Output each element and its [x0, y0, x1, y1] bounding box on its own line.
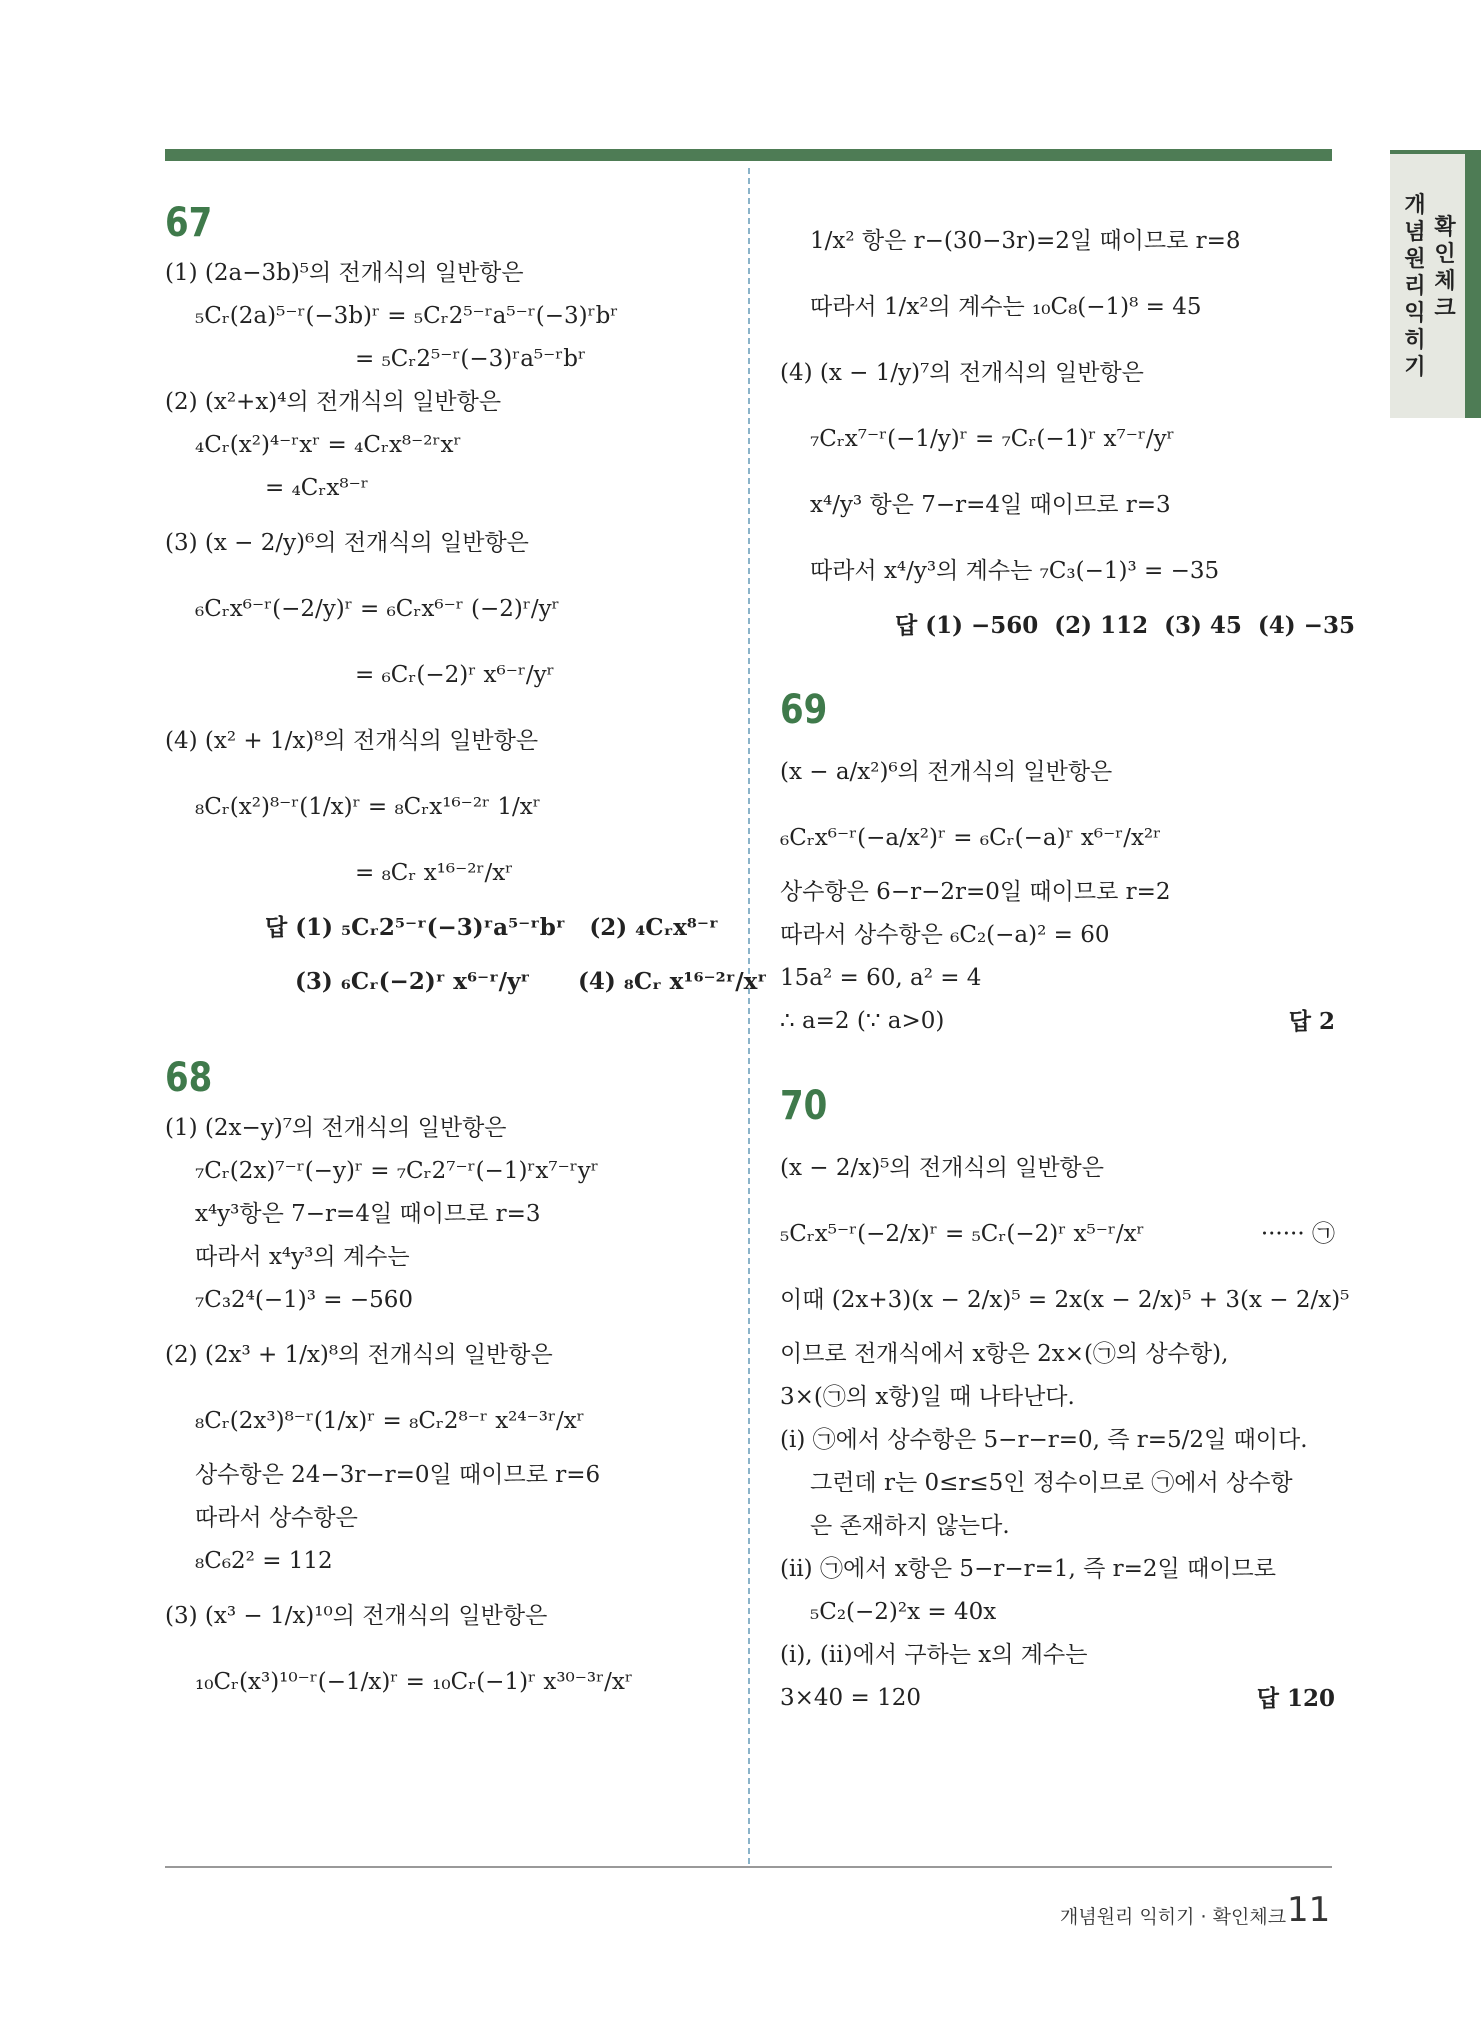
- solution-line: 이때 (2x+3)(x − 2/x)⁵ = 2x(x − 2/x)⁵ + 3(x − 2/x)⁵: [780, 1287, 1350, 1313]
- solution-line: 은 존재하지 않는다.: [810, 1513, 1010, 1539]
- problem-number: 70: [780, 1083, 828, 1129]
- solution-line: = ₄Cᵣx⁸⁻ʳ: [265, 475, 369, 501]
- footer-label: 개념원리 익히기 · 확인체크: [1060, 1906, 1287, 1928]
- solution-line: ₁₀Cᵣ(x³)¹⁰⁻ʳ(−1/x)ʳ = ₁₀Cᵣ(−1)ʳ x³⁰⁻³ʳ/xʳ: [195, 1669, 633, 1695]
- solution-line: 그런데 r는 0≤r≤5인 정수이므로 ㉠에서 상수항: [810, 1470, 1293, 1496]
- right-column: [780, 208, 1355, 1720]
- problem-number: 69: [780, 687, 828, 733]
- solution-line: (4) (x² + 1/x)⁸의 전개식의 일반항은: [165, 728, 539, 754]
- solution-line: ₆Cᵣx⁶⁻ʳ(−2/y)ʳ = ₆Cᵣx⁶⁻ʳ (−2)ʳ/yʳ: [195, 596, 560, 622]
- solution-line: 상수항은 24−3r−r=0일 때이므로 r=6: [195, 1462, 601, 1488]
- solution-line: ∴ a=2 (∵ a>0): [780, 1008, 945, 1034]
- solution-line: 상수항은 6−r−2r=0일 때이므로 r=2: [780, 879, 1171, 905]
- side-tab-line1: 개념원리 익히기: [1404, 193, 1426, 380]
- solution-line: 따라서 상수항은 ₆C₂(−a)² = 60: [780, 922, 1110, 948]
- solution-line: (x − a/x²)⁶의 전개식의 일반항은: [780, 759, 1113, 785]
- solution-line: (x − 2/x)⁵의 전개식의 일반항은: [780, 1155, 1104, 1181]
- solution-line: = ₆Cᵣ(−2)ʳ x⁶⁻ʳ/yʳ: [355, 662, 555, 688]
- side-tab: [1390, 150, 1481, 418]
- solution-line: 따라서 x⁴y³의 계수는: [195, 1244, 410, 1270]
- solution-line: = ₈Cᵣ x¹⁶⁻²ʳ/xʳ: [355, 860, 514, 886]
- answer-line: (3) ₆Cᵣ(−2)ʳ x⁶⁻ʳ/yʳ (4) ₈Cᵣ x¹⁶⁻²ʳ/xʳ: [295, 968, 767, 995]
- solution-line: ₇Cᵣx⁷⁻ʳ(−1/y)ʳ = ₇Cᵣ(−1)ʳ x⁷⁻ʳ/yʳ: [810, 426, 1175, 452]
- solution-line: (i), (ii)에서 구하는 x의 계수는: [780, 1642, 1088, 1668]
- answer-line: 답 (1) −560 (2) 112 (3) 45 (4) −35: [895, 612, 1355, 639]
- top-rule: [165, 149, 1332, 161]
- solution-line: (1) (2a−3b)⁵의 전개식의 일반항은: [165, 260, 524, 286]
- solution-line: (i) ㉠에서 상수항은 5−r−r=0, 즉 r=5/2일 때이다.: [780, 1427, 1308, 1453]
- answer-label: 답 2: [1288, 1008, 1335, 1035]
- solution-line: 이므로 전개식에서 x항은 2x×(㉠의 상수항),: [780, 1341, 1229, 1367]
- solution-line: ₄Cᵣ(x²)⁴⁻ʳxʳ = ₄Cᵣx⁸⁻²ʳxʳ: [195, 432, 462, 458]
- solution-line: ₅C₂(−2)²x = 40x: [810, 1599, 997, 1625]
- spacer: [780, 647, 1335, 687]
- solution-line: x⁴/y³ 항은 7−r=4일 때이므로 r=3: [810, 492, 1171, 518]
- solution-line: ₈Cᵣ(x²)⁸⁻ʳ(1/x)ʳ = ₈Cᵣx¹⁶⁻²ʳ 1/xʳ: [195, 794, 541, 820]
- left-column: [165, 200, 767, 1715]
- problem-number: 68: [165, 1055, 213, 1101]
- solution-line: ₅Cᵣ(2a)⁵⁻ʳ(−3b)ʳ = ₅Cᵣ2⁵⁻ʳa⁵⁻ʳ(−3)ʳbʳ: [195, 303, 619, 329]
- side-tab-stripe: [1465, 154, 1481, 418]
- solution-line: 3×(㉠의 x항)일 때 나타난다.: [780, 1384, 1075, 1410]
- solution-line: ₆Cᵣx⁶⁻ʳ(−a/x²)ʳ = ₆Cᵣ(−a)ʳ x⁶⁻ʳ/x²ʳ: [780, 825, 1162, 851]
- solution-last-line: [780, 1000, 1335, 1043]
- solution-line: = ₅Cᵣ2⁵⁻ʳ(−3)ʳa⁵⁻ʳbʳ: [355, 346, 586, 372]
- page-number: 11: [1287, 1890, 1331, 1930]
- solution-line: (2) (2x³ + 1/x)⁸의 전개식의 일반항은: [165, 1342, 553, 1368]
- solution-line: 따라서 상수항은: [195, 1505, 358, 1531]
- answer-line: 답 (1) ₅Cᵣ2⁵⁻ʳ(−3)ʳa⁵⁻ʳbʳ (2) ₄Cᵣx⁸⁻ʳ: [265, 914, 719, 941]
- solution-line: 따라서 x⁴/y³의 계수는 ₇C₃(−1)³ = −35: [810, 558, 1220, 584]
- solution-last-line: [780, 1677, 1335, 1720]
- solution-line: ₇C₃2⁴(−1)³ = −560: [195, 1287, 414, 1313]
- answer-label: 답 120: [1256, 1685, 1335, 1712]
- solution-line: ₇Cᵣ(2x)⁷⁻ʳ(−y)ʳ = ₇Cᵣ2⁷⁻ʳ(−1)ʳx⁷⁻ʳyʳ: [195, 1158, 599, 1184]
- solution-line: x⁴y³항은 7−r=4일 때이므로 r=3: [195, 1201, 541, 1227]
- solution-line: (3) (x³ − 1/x)¹⁰의 전개식의 일반항은: [165, 1603, 548, 1629]
- solution-line: 15a² = 60, a² = 4: [780, 965, 982, 991]
- solution-line: ₅Cᵣx⁵⁻ʳ(−2/x)ʳ = ₅Cᵣ(−2)ʳ x⁵⁻ʳ/xʳ: [780, 1221, 1145, 1247]
- formula-row: [780, 1201, 1335, 1267]
- footer-rule: [165, 1866, 1332, 1868]
- solution-line: (3) (x − 2/y)⁶의 전개식의 일반항은: [165, 530, 529, 556]
- solution-line: ₈Cᵣ(2x³)⁸⁻ʳ(1/x)ʳ = ₈Cᵣ2⁸⁻ʳ x²⁴⁻³ʳ/xʳ: [195, 1408, 585, 1434]
- solution-line: (ii) ㉠에서 x항은 5−r−r=1, 즉 r=2일 때이므로: [780, 1556, 1276, 1582]
- spacer: [780, 1043, 1335, 1083]
- solution-line: (4) (x − 1/y)⁷의 전개식의 일반항은: [780, 360, 1144, 386]
- solution-line: 3×40 = 120: [780, 1685, 921, 1711]
- solution-line: ₈C₆2² = 112: [195, 1548, 333, 1574]
- solution-line: 따라서 1/x²의 계수는 ₁₀C₈(−1)⁸ = 45: [810, 294, 1202, 320]
- spacer: [165, 1015, 735, 1055]
- solution-line: (1) (2x−y)⁷의 전개식의 일반항은: [165, 1115, 507, 1141]
- solution-line: (2) (x²+x)⁴의 전개식의 일반항은: [165, 389, 502, 415]
- side-tab-line2: 확인체크: [1434, 215, 1456, 321]
- equation-marker: ······ ㉠: [1260, 1221, 1335, 1247]
- solution-line: 1/x² 항은 r−(30−3r)=2일 때이므로 r=8: [810, 228, 1241, 254]
- problem-number: 67: [165, 200, 213, 246]
- column-divider: [748, 168, 750, 1864]
